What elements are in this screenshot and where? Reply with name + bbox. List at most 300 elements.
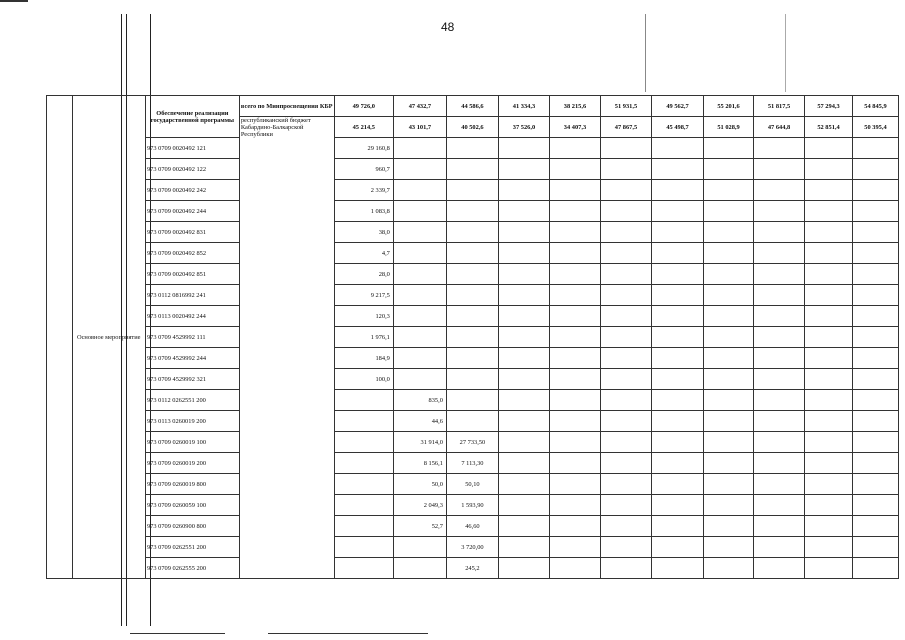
empty-cell bbox=[549, 474, 600, 495]
empty-cell bbox=[704, 390, 754, 411]
empty-cell bbox=[652, 411, 704, 432]
regional-value: 47 644,8 bbox=[754, 117, 805, 138]
table-row bbox=[47, 159, 899, 180]
empty-cell bbox=[852, 369, 898, 390]
empty-cell bbox=[805, 159, 853, 180]
empty-cell bbox=[704, 348, 754, 369]
amount-col-3: 50,10 bbox=[446, 474, 498, 495]
empty-cell bbox=[600, 369, 651, 390]
table-row bbox=[47, 369, 899, 390]
amount-col-3 bbox=[446, 138, 498, 159]
empty-cell bbox=[600, 243, 651, 264]
empty-cell bbox=[498, 495, 549, 516]
empty-cell bbox=[704, 558, 754, 579]
empty-cell bbox=[600, 453, 651, 474]
empty-cell bbox=[549, 453, 600, 474]
budget-code: 973 0709 0260019 800 bbox=[145, 474, 239, 495]
regional-value: 50 395,4 bbox=[852, 117, 898, 138]
empty-cell bbox=[600, 201, 651, 222]
amount-col-1: 29 160,8 bbox=[334, 138, 393, 159]
empty-cell bbox=[754, 516, 805, 537]
amount-col-2 bbox=[393, 327, 446, 348]
margin-line-right-2 bbox=[785, 14, 786, 92]
total-value: 47 432,7 bbox=[393, 96, 446, 117]
page-number: 48 bbox=[441, 20, 455, 34]
empty-cell bbox=[852, 453, 898, 474]
empty-cell bbox=[549, 264, 600, 285]
empty-cell bbox=[549, 159, 600, 180]
empty-cell bbox=[704, 432, 754, 453]
amount-col-2: 50,0 bbox=[393, 474, 446, 495]
amount-col-3 bbox=[446, 180, 498, 201]
regional-value: 40 502,6 bbox=[446, 117, 498, 138]
table-row bbox=[47, 306, 899, 327]
total-value: 54 845,9 bbox=[852, 96, 898, 117]
empty-cell bbox=[600, 558, 651, 579]
empty-cell bbox=[652, 432, 704, 453]
amount-col-1 bbox=[334, 516, 393, 537]
regional-value: 45 214,5 bbox=[334, 117, 393, 138]
regional-value: 47 867,5 bbox=[600, 117, 651, 138]
amount-col-3 bbox=[446, 264, 498, 285]
empty-cell bbox=[600, 495, 651, 516]
budget-code: 973 0709 0262555 200 bbox=[145, 558, 239, 579]
table-row bbox=[47, 180, 899, 201]
empty-cell bbox=[652, 180, 704, 201]
amount-col-1 bbox=[334, 537, 393, 558]
empty-cell bbox=[549, 327, 600, 348]
empty-cell bbox=[704, 474, 754, 495]
empty-cell bbox=[600, 306, 651, 327]
empty-cell bbox=[498, 348, 549, 369]
empty-cell bbox=[754, 264, 805, 285]
empty-cell bbox=[652, 495, 704, 516]
table-row bbox=[47, 243, 899, 264]
empty-cell bbox=[852, 390, 898, 411]
empty-cell bbox=[704, 495, 754, 516]
amount-col-1: 184,9 bbox=[334, 348, 393, 369]
amount-col-2 bbox=[393, 159, 446, 180]
amount-col-3: 27 733,50 bbox=[446, 432, 498, 453]
empty-cell bbox=[805, 474, 853, 495]
budget-code: 973 0709 0020492 242 bbox=[145, 180, 239, 201]
empty-cell bbox=[805, 180, 853, 201]
table-row bbox=[47, 285, 899, 306]
total-value: 44 586,6 bbox=[446, 96, 498, 117]
empty-cell bbox=[652, 285, 704, 306]
empty-cell bbox=[805, 411, 853, 432]
empty-cell bbox=[652, 348, 704, 369]
empty-cell bbox=[549, 222, 600, 243]
empty-cell bbox=[600, 327, 651, 348]
empty-cell bbox=[498, 159, 549, 180]
empty-cell bbox=[549, 180, 600, 201]
amount-col-1: 100,0 bbox=[334, 369, 393, 390]
amount-col-1 bbox=[334, 432, 393, 453]
empty-cell bbox=[498, 390, 549, 411]
empty-cell bbox=[852, 264, 898, 285]
empty-cell bbox=[704, 138, 754, 159]
empty-cell bbox=[704, 264, 754, 285]
empty-cell bbox=[852, 306, 898, 327]
empty-cell bbox=[852, 222, 898, 243]
empty-cell bbox=[549, 537, 600, 558]
empty-cell bbox=[754, 243, 805, 264]
budget-code: 973 0709 0020492 852 bbox=[145, 243, 239, 264]
amount-col-3 bbox=[446, 222, 498, 243]
empty-cell bbox=[652, 138, 704, 159]
total-value: 55 201,6 bbox=[704, 96, 754, 117]
empty-cell bbox=[805, 306, 853, 327]
table-row bbox=[47, 222, 899, 243]
empty-cell bbox=[704, 516, 754, 537]
empty-cell bbox=[549, 201, 600, 222]
empty-cell bbox=[754, 411, 805, 432]
amount-col-1: 4,7 bbox=[334, 243, 393, 264]
empty-cell bbox=[754, 180, 805, 201]
empty-cell bbox=[498, 285, 549, 306]
table-row bbox=[47, 390, 899, 411]
empty-cell bbox=[754, 537, 805, 558]
regional-value: 45 498,7 bbox=[652, 117, 704, 138]
empty-cell bbox=[852, 348, 898, 369]
empty-cell bbox=[498, 264, 549, 285]
empty-cell bbox=[805, 495, 853, 516]
regional-value: 43 101,7 bbox=[393, 117, 446, 138]
empty-cell bbox=[600, 285, 651, 306]
empty-cell bbox=[549, 558, 600, 579]
empty-cell bbox=[600, 474, 651, 495]
empty-cell bbox=[805, 138, 853, 159]
empty-cell bbox=[805, 201, 853, 222]
amount-col-3: 1 593,90 bbox=[446, 495, 498, 516]
empty-cell bbox=[600, 537, 651, 558]
empty-cell bbox=[498, 306, 549, 327]
empty-cell bbox=[498, 516, 549, 537]
empty-cell bbox=[498, 432, 549, 453]
amount-col-3 bbox=[446, 306, 498, 327]
amount-col-3 bbox=[446, 348, 498, 369]
empty-cell bbox=[704, 201, 754, 222]
amount-col-1: 2 339,7 bbox=[334, 180, 393, 201]
budget-code: 973 0709 0020492 121 bbox=[145, 138, 239, 159]
budget-code: 973 0709 0020492 244 bbox=[145, 201, 239, 222]
budget-code: 973 0112 0816992 241 bbox=[145, 285, 239, 306]
table-row bbox=[47, 138, 899, 159]
empty-cell bbox=[498, 327, 549, 348]
empty-cell bbox=[549, 432, 600, 453]
regional-value: 37 526,0 bbox=[498, 117, 549, 138]
amount-col-1: 38,0 bbox=[334, 222, 393, 243]
amount-col-2 bbox=[393, 138, 446, 159]
empty-cell bbox=[704, 327, 754, 348]
empty-cell bbox=[549, 495, 600, 516]
empty-cell bbox=[852, 159, 898, 180]
empty-cell bbox=[852, 243, 898, 264]
empty-cell bbox=[754, 369, 805, 390]
empty-cell bbox=[704, 453, 754, 474]
table-row bbox=[47, 264, 899, 285]
total-value: 51 817,5 bbox=[754, 96, 805, 117]
amount-col-2 bbox=[393, 264, 446, 285]
amount-col-2 bbox=[393, 537, 446, 558]
empty-cell bbox=[652, 159, 704, 180]
empty-cell bbox=[754, 327, 805, 348]
amount-col-3 bbox=[446, 243, 498, 264]
amount-col-2: 835,0 bbox=[393, 390, 446, 411]
budget-code: 973 0709 0260019 200 bbox=[145, 453, 239, 474]
budget-code: 973 0113 0020492 244 bbox=[145, 306, 239, 327]
empty-cell bbox=[549, 369, 600, 390]
amount-col-3 bbox=[446, 201, 498, 222]
amount-col-2: 52,7 bbox=[393, 516, 446, 537]
margin-cell bbox=[47, 96, 73, 579]
total-value: 41 334,3 bbox=[498, 96, 549, 117]
total-value: 57 294,3 bbox=[805, 96, 853, 117]
empty-cell bbox=[852, 432, 898, 453]
empty-cell bbox=[498, 537, 549, 558]
scan-mark-top bbox=[0, 0, 28, 2]
amount-col-1 bbox=[334, 390, 393, 411]
empty-cell bbox=[652, 201, 704, 222]
budget-table bbox=[46, 95, 899, 579]
footer-line-2 bbox=[268, 633, 428, 634]
budget-code: 973 0112 0262551 200 bbox=[145, 390, 239, 411]
empty-cell bbox=[704, 306, 754, 327]
amount-col-2 bbox=[393, 369, 446, 390]
empty-cell bbox=[549, 516, 600, 537]
empty-cell bbox=[498, 369, 549, 390]
amount-col-1: 960,7 bbox=[334, 159, 393, 180]
empty-cell bbox=[652, 243, 704, 264]
empty-cell bbox=[754, 474, 805, 495]
empty-cell bbox=[754, 453, 805, 474]
empty-cell bbox=[805, 285, 853, 306]
empty-cell bbox=[704, 285, 754, 306]
amount-col-1 bbox=[334, 495, 393, 516]
empty-cell bbox=[754, 432, 805, 453]
empty-cell bbox=[549, 306, 600, 327]
budget-code: 973 0709 0020492 831 bbox=[145, 222, 239, 243]
empty-cell bbox=[652, 306, 704, 327]
empty-cell bbox=[852, 327, 898, 348]
empty-cell bbox=[498, 411, 549, 432]
amount-col-1 bbox=[334, 558, 393, 579]
empty-cell bbox=[600, 138, 651, 159]
empty-cell bbox=[600, 411, 651, 432]
empty-cell bbox=[600, 348, 651, 369]
empty-cell bbox=[498, 558, 549, 579]
empty-cell bbox=[805, 537, 853, 558]
empty-cell bbox=[498, 243, 549, 264]
totals-label: всего по Минпросвещения КБР bbox=[239, 96, 334, 117]
table-row bbox=[47, 495, 899, 516]
total-value: 51 931,5 bbox=[600, 96, 651, 117]
total-value: 38 215,6 bbox=[549, 96, 600, 117]
table-row bbox=[47, 537, 899, 558]
table-row bbox=[47, 516, 899, 537]
amount-col-3: 3 720,00 bbox=[446, 537, 498, 558]
empty-cell bbox=[805, 222, 853, 243]
empty-cell bbox=[704, 180, 754, 201]
empty-cell bbox=[704, 222, 754, 243]
regional-value: 52 851,4 bbox=[805, 117, 853, 138]
empty-cell bbox=[754, 159, 805, 180]
empty-cell bbox=[600, 180, 651, 201]
empty-cell bbox=[549, 243, 600, 264]
empty-cell bbox=[805, 558, 853, 579]
amount-col-2: 2 049,3 bbox=[393, 495, 446, 516]
amount-col-1 bbox=[334, 411, 393, 432]
table-row bbox=[47, 453, 899, 474]
budget-code: 973 0709 0020492 851 bbox=[145, 264, 239, 285]
amount-col-2 bbox=[393, 222, 446, 243]
budget-code: 973 0709 0260059 100 bbox=[145, 495, 239, 516]
empty-cell bbox=[852, 495, 898, 516]
budget-code: 973 0709 0260019 100 bbox=[145, 432, 239, 453]
empty-cell bbox=[754, 285, 805, 306]
empty-cell bbox=[852, 201, 898, 222]
budget-code: 973 0709 0262551 200 bbox=[145, 537, 239, 558]
empty-cell bbox=[805, 432, 853, 453]
amount-col-2 bbox=[393, 243, 446, 264]
amount-col-1: 1 083,8 bbox=[334, 201, 393, 222]
empty-cell bbox=[704, 159, 754, 180]
empty-cell bbox=[652, 537, 704, 558]
empty-cell bbox=[549, 348, 600, 369]
budget-code: 973 0709 4529992 111 bbox=[145, 327, 239, 348]
activity-type-cell: Основное мероприятие bbox=[72, 96, 145, 579]
amount-col-2: 8 156,1 bbox=[393, 453, 446, 474]
budget-code: 973 0709 4529992 321 bbox=[145, 369, 239, 390]
empty-cell bbox=[805, 264, 853, 285]
empty-cell bbox=[498, 201, 549, 222]
empty-cell bbox=[852, 138, 898, 159]
amount-col-3: 46,60 bbox=[446, 516, 498, 537]
budget-code: 973 0709 0260900 800 bbox=[145, 516, 239, 537]
empty-cell bbox=[754, 348, 805, 369]
empty-cell bbox=[549, 138, 600, 159]
margin-line-right-1 bbox=[645, 14, 646, 92]
amount-col-3: 7 113,30 bbox=[446, 453, 498, 474]
empty-cell bbox=[805, 243, 853, 264]
empty-cell bbox=[754, 201, 805, 222]
regional-label: республиканский бюджет Кабардино-Балкарской Республики bbox=[239, 117, 334, 579]
amount-col-3 bbox=[446, 285, 498, 306]
table-row bbox=[47, 348, 899, 369]
total-value: 49 726,0 bbox=[334, 96, 393, 117]
empty-cell bbox=[805, 516, 853, 537]
amount-col-3 bbox=[446, 159, 498, 180]
empty-cell bbox=[652, 369, 704, 390]
amount-col-1: 28,0 bbox=[334, 264, 393, 285]
empty-cell bbox=[498, 474, 549, 495]
empty-cell bbox=[652, 474, 704, 495]
amount-col-2 bbox=[393, 180, 446, 201]
empty-cell bbox=[852, 411, 898, 432]
empty-cell bbox=[704, 243, 754, 264]
empty-cell bbox=[754, 390, 805, 411]
empty-cell bbox=[805, 453, 853, 474]
table-row bbox=[47, 411, 899, 432]
empty-cell bbox=[754, 558, 805, 579]
empty-cell bbox=[498, 222, 549, 243]
empty-cell bbox=[600, 222, 651, 243]
amount-col-1: 9 217,5 bbox=[334, 285, 393, 306]
empty-cell bbox=[600, 264, 651, 285]
empty-cell bbox=[652, 516, 704, 537]
empty-cell bbox=[852, 474, 898, 495]
empty-cell bbox=[652, 390, 704, 411]
empty-cell bbox=[498, 453, 549, 474]
empty-cell bbox=[754, 222, 805, 243]
empty-cell bbox=[704, 537, 754, 558]
empty-cell bbox=[600, 516, 651, 537]
empty-cell bbox=[805, 348, 853, 369]
empty-cell bbox=[652, 222, 704, 243]
empty-cell bbox=[852, 180, 898, 201]
amount-col-2 bbox=[393, 558, 446, 579]
amount-col-2: 31 914,0 bbox=[393, 432, 446, 453]
empty-cell bbox=[805, 390, 853, 411]
empty-cell bbox=[704, 411, 754, 432]
regional-value: 51 028,9 bbox=[704, 117, 754, 138]
empty-cell bbox=[600, 159, 651, 180]
empty-cell bbox=[652, 264, 704, 285]
empty-cell bbox=[754, 495, 805, 516]
footer-line-1 bbox=[130, 633, 225, 634]
empty-cell bbox=[852, 516, 898, 537]
empty-cell bbox=[549, 411, 600, 432]
empty-cell bbox=[549, 390, 600, 411]
empty-cell bbox=[600, 432, 651, 453]
table-row bbox=[47, 432, 899, 453]
amount-col-3 bbox=[446, 411, 498, 432]
empty-cell bbox=[652, 453, 704, 474]
amount-col-2 bbox=[393, 285, 446, 306]
amount-col-1 bbox=[334, 453, 393, 474]
table-row bbox=[47, 558, 899, 579]
amount-col-2 bbox=[393, 348, 446, 369]
totals-row bbox=[47, 96, 899, 117]
empty-cell bbox=[852, 285, 898, 306]
table-row bbox=[47, 201, 899, 222]
empty-cell bbox=[549, 285, 600, 306]
empty-cell bbox=[805, 327, 853, 348]
table-row bbox=[47, 327, 899, 348]
amount-col-1: 120,3 bbox=[334, 306, 393, 327]
amount-col-3 bbox=[446, 369, 498, 390]
empty-cell bbox=[652, 327, 704, 348]
empty-cell bbox=[704, 369, 754, 390]
total-value: 49 562,7 bbox=[652, 96, 704, 117]
amount-col-3: 245,2 bbox=[446, 558, 498, 579]
regional-value: 34 407,3 bbox=[549, 117, 600, 138]
empty-cell bbox=[652, 558, 704, 579]
amount-col-3 bbox=[446, 327, 498, 348]
budget-code: 973 0709 4529992 244 bbox=[145, 348, 239, 369]
empty-cell bbox=[754, 138, 805, 159]
program-name-cell: Обеспечение реализации государственной программы bbox=[145, 96, 239, 138]
empty-cell bbox=[754, 306, 805, 327]
table-row bbox=[47, 474, 899, 495]
empty-cell bbox=[852, 558, 898, 579]
empty-cell bbox=[852, 537, 898, 558]
amount-col-3 bbox=[446, 390, 498, 411]
empty-cell bbox=[805, 369, 853, 390]
empty-cell bbox=[600, 390, 651, 411]
amount-col-1 bbox=[334, 474, 393, 495]
